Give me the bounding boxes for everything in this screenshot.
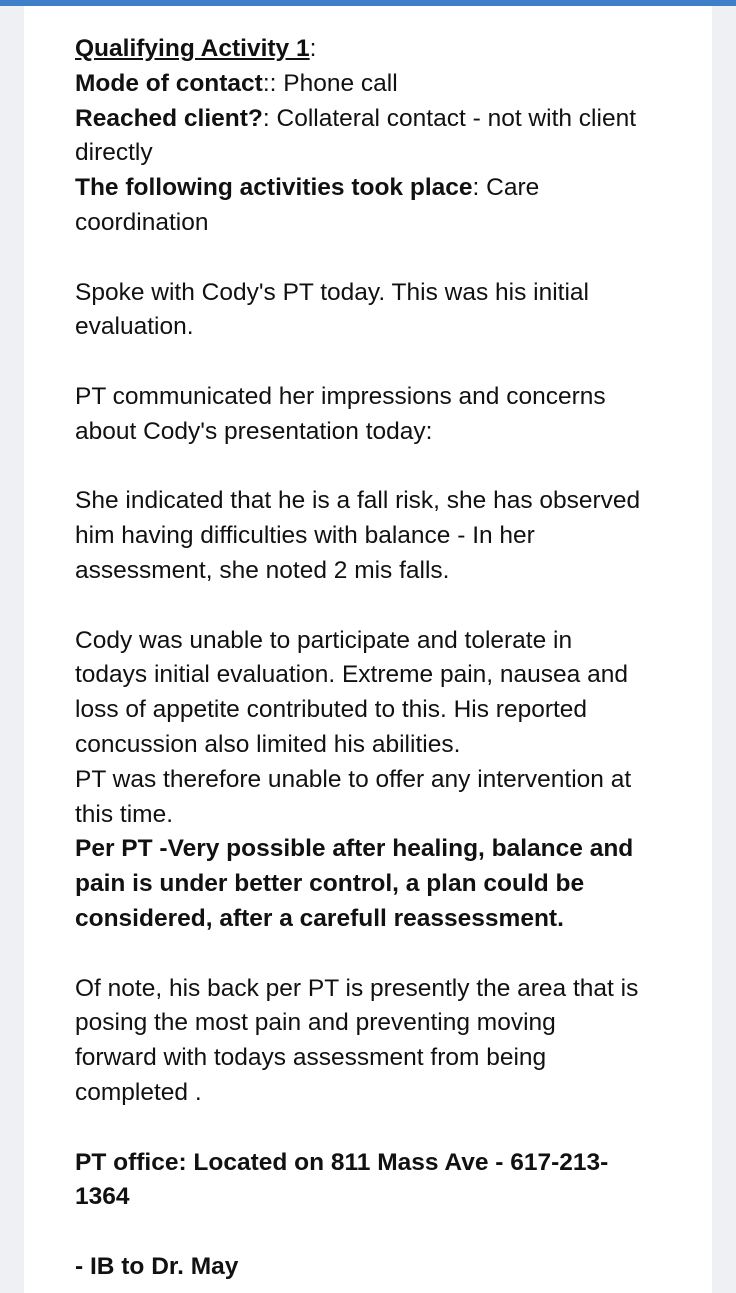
mode-of-contact-label: Mode of contact	[75, 69, 263, 97]
paragraph-line: Spoke with Cody's PT today. This was his initial	[75, 278, 589, 306]
pt-plan-bold-line: pain is under better control, a plan could be	[75, 870, 585, 898]
activity-heading: Qualifying Activity 1	[75, 35, 310, 62]
paragraph-line: concussion also limited his abilities.	[75, 730, 461, 758]
signoff: - IB to Dr. May	[75, 1252, 239, 1280]
paragraph-line: him having difficulties with balance - In her	[75, 522, 535, 550]
pt-plan-bold-line: Per PT -Very possible after healing, balance and	[75, 835, 634, 863]
pt-plan-bold-line: considered, after a carefull reassessment.	[75, 904, 564, 932]
spacer	[75, 1111, 705, 1146]
activities-value: : Care	[472, 174, 540, 202]
spacer	[75, 937, 705, 972]
activities-value-cont: coordination	[75, 208, 209, 236]
reached-client-label: Reached client?	[75, 104, 263, 132]
reached-client-line	[75, 102, 705, 137]
spacer	[75, 345, 705, 380]
paragraph-line: Of note, his back per PT is presently the area that is	[75, 974, 639, 1002]
reached-client-value: : Collateral contact - not with client	[262, 104, 637, 132]
spacer	[75, 589, 705, 624]
spacer	[75, 1215, 705, 1250]
paragraph-line: todays initial evaluation. Extreme pain, nausea and	[75, 661, 628, 689]
reached-client-value-cont: directly	[75, 139, 153, 167]
note-card	[24, 6, 712, 1293]
paragraph-line: Cody was unable to participate and tolerate in	[75, 626, 573, 654]
paragraph-line: PT was therefore unable to offer any intervention at	[75, 765, 632, 793]
paragraph-line: completed .	[75, 1078, 202, 1106]
paragraph-line: posing the most pain and preventing moving	[75, 1009, 556, 1037]
paragraph-line: She indicated that he is a fall risk, she has observed	[75, 487, 641, 515]
spacer	[75, 241, 705, 276]
note-body	[75, 32, 705, 1285]
paragraph-line: about Cody's presentation today:	[75, 417, 433, 445]
paragraph-line: PT communicated her impressions and concerns	[75, 382, 606, 410]
activity-heading-line	[75, 32, 705, 67]
spacer	[75, 450, 705, 485]
activities-line	[75, 171, 705, 206]
paragraph-line: assessment, she noted 2 mis falls.	[75, 556, 450, 584]
paragraph-line: this time.	[75, 800, 174, 828]
activity-heading-colon: :	[309, 35, 317, 62]
paragraph-line: loss of appetite contributed to this. His reported	[75, 696, 588, 724]
mode-of-contact-value: :: Phone call	[262, 69, 398, 97]
pt-office-line: PT office: Located on 811 Mass Ave - 617-213-	[75, 1148, 609, 1176]
activities-label: The following activities took place	[75, 174, 473, 202]
pt-office-line: 1364	[75, 1183, 130, 1211]
mode-of-contact-line	[75, 67, 705, 102]
paragraph-line: forward with todays assessment from being	[75, 1044, 547, 1072]
paragraph-line: evaluation.	[75, 313, 194, 341]
